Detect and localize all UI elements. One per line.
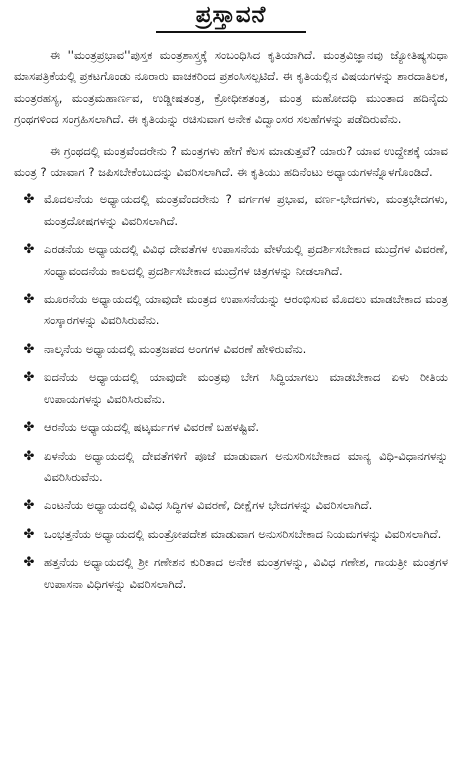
- flower-bullet-icon: ✤: [23, 370, 35, 386]
- document-page: [0, 2, 460, 769]
- list-item: [14, 446, 448, 489]
- list-item-text: ಮೊದಲನೆಯ ಅಧ್ಯಾಯದಲ್ಲಿ ಮಂತ್ರವೆಂದರೇನು ? ವರ್ಗಗಳ ಪ್ರಭಾವ, ವರ್ಣ-ಭೇದಗಳು, ಮಂತ್ರಭೇದಗಳು, ಮಂತ್ರದೋಷಗಳನ್ನು ವಿವರಿಸಲಾಗಿದೆ.: [44, 192, 448, 228]
- list-item: [14, 239, 448, 282]
- list-item-text: ಒಂಭತ್ತನೆಯ ಅಧ್ಯಾಯದಲ್ಲಿ ಮಂತ್ರೋಪದೇಶ ಮಾಡುವಾಗ ಅನುಸರಿಸಬೇಕಾದ ನಿಯಮಗಳನ್ನು ವಿವರಿಸಲಾಗಿದೆ.: [44, 526, 442, 541]
- list-item: [14, 552, 448, 595]
- list-item: [14, 367, 448, 410]
- flower-bullet-icon: ✤: [23, 192, 35, 208]
- list-item: [14, 495, 448, 516]
- flower-bullet-icon: ✤: [23, 341, 35, 357]
- flower-bullet-icon: ✤: [23, 526, 35, 542]
- list-item-text: ಎರಡನೆಯ ಅಧ್ಯಾಯದಲ್ಲಿ ವಿವಿಧ ದೇವತೆಗಳ ಉಪಾಸನೆಯ ವೇಳೆಯಲ್ಲಿ ಪ್ರದರ್ಶಿಸಬೇಕಾದ ಮುದ್ರೆಗಳ ವಿವರಣೆ, ಸಂಧ್ಯಾವಂದನೆಯ ಕಾಲದಲ್ಲಿ ಪ್ರದರ್ಶಿಸಬೇಕಾದ ಮುದ್ರೆಗಳ ಚಿತ್ರಗಳನ್ನು ನೀಡಲಾಗಿದೆ.: [44, 242, 448, 278]
- flower-bullet-icon: ✤: [23, 420, 35, 436]
- list-item: [14, 189, 448, 232]
- list-item-text: ನಾಲ್ಕನೆಯ ಅಧ್ಯಾಯದಲ್ಲಿ ಮಂತ್ರಜಪದ ಅಂಗಗಳ ವಿವರಣೆ ಹೇಳಿರುವೆನು.: [44, 341, 307, 356]
- flower-bullet-icon: ✤: [23, 242, 35, 258]
- flower-bullet-icon: ✤: [23, 555, 35, 571]
- contents-paragraph: ಈ ಗ್ರಂಥದಲ್ಲಿ ಮಂತ್ರವೆಂದರೇನು ? ಮಂತ್ರಗಳು ಹೇಗೆ ಕೆಲಸ ಮಾಡುತ್ತವೆ? ಯಾರು? ಯಾವ ಉದ್ದೇಶಕ್ಕೆ ಯಾವ ಮಂತ್ರ ? ಯಾವಾಗ ? ಜಪಿಸಬೇಕೆಂಬುದನ್ನು ವಿವರಿಸಲಾಗಿದೆ. ಈ ಕೃತಿಯು ಹದಿನೆಂಟು ಅಧ್ಯಾಯಗಳನ್ನೊಳಗೊಂಡಿದೆ.: [14, 143, 448, 180]
- intro-paragraph: ಈ ''ಮಂತ್ರಪ್ರಭಾವ''ಪುಸ್ತಕ ಮಂತ್ರಶಾಸ್ತ್ರಕ್ಕೆ ಸಂಬಂಧಿಸಿದ ಕೃತಿಯಾಗಿದೆ. ಮಂತ್ರವಿಜ್ಞಾನವು ಜ್ಯೋತಿಷ್ಯಸುಧಾ ಮಾಸಪತ್ರಿಕೆಯಲ್ಲಿ ಪ್ರಕಟಗೊಂಡು ನೂರಾರು ವಾಚಕರಿಂದ ಪ್ರಶಂಸಿಸಲ್ಪಟಿದೆ. ಈ ಕೃತಿಯಲ್ಲಿನ ವಿಷಯಗಳನ್ನು ಶಾರದಾತಿಲಕ, ಮಂತ್ರರಹಸ್ಯ, ಮಂತ್ರಮಹಾರ್ಣವ, ಉಡ್ಡೀಷತಂತ್ರ, ಕ್ರೋಧೀಶತಂತ್ರ, ಮಂತ್ರ ಮಹೋದಧಿ ಮುಂತಾದ ಹದಿನೈದು ಗ್ರಂಥಗಳಿಂದ ಸಂಗ್ರಹಿಸಲಾಗಿದೆ. ಈ ಕೃತಿಯನ್ನು ರಚಿಸುವಾಗ ಅನೇಕ ವಿದ್ವಾಂಸರ ಸಲಹೆಗಳನ್ನು ಪಡೆದಿರುವೆನು.: [14, 48, 448, 127]
- list-item-text: ಹತ್ತನೆಯ ಅಧ್ಯಾಯದಲ್ಲಿ ಶ್ರೀ ಗಣೇಶನ ಕುರಿತಾದ ಅನೇಕ ಮಂತ್ರಗಳನ್ನು, ವಿವಿಧ ಗಣೇಶ, ಗಾಯತ್ರೀ ಮಂತ್ರಗಳ ಉಪಾಸನಾ ವಿಧಿಗಳನ್ನು ವಿವರಿಸಲಾಗಿದೆ.: [44, 555, 448, 591]
- flower-bullet-icon: ✤: [23, 498, 35, 514]
- list-item: [14, 417, 448, 438]
- list-item: [14, 289, 448, 332]
- flower-bullet-icon: ✤: [23, 448, 35, 464]
- list-item: [14, 339, 448, 360]
- chapter-list: [14, 189, 448, 595]
- list-item-text: ಎಂಟನೆಯ ಅಧ್ಯಾಯದಲ್ಲಿ ವಿವಿಧ ಸಿದ್ಧಿಗಳ ವಿವರಣೆ, ದೀಕ್ಷೆಗಳ ಭೇದಗಳನ್ನು ವಿವರಿಸಲಾಗಿದೆ.: [44, 498, 373, 513]
- list-item: [14, 524, 448, 545]
- title-underline: [156, 31, 306, 33]
- list-item-text: ಆರನೆಯ ಅಧ್ಯಾಯದಲ್ಲಿ ಷಟ್ಕರ್ಮಗಳ ವಿವರಣೆ ಬಹಳಷ್ಟಿವೆ.: [44, 420, 260, 435]
- list-item-text: ಮೂರನೆಯ ಅಧ್ಯಾಯದಲ್ಲಿ ಯಾವುದೇ ಮಂತ್ರದ ಉಪಾಸನೆಯನ್ನು ಆರಂಭಿಸುವ ಮೊದಲು ಮಾಡಬೇಕಾದ ಮಂತ್ರ ಸಂಸ್ಕಾರಗಳನ್ನು ವಿವರಿಸಿರುವೆನು.: [44, 292, 448, 328]
- flower-bullet-icon: ✤: [23, 292, 35, 308]
- page-title: ಪ್ರಸ್ತಾವನೆ: [195, 2, 267, 28]
- list-item-text: ಐದನೆಯ ಅಧ್ಯಾಯದಲ್ಲಿ ಯಾವುದೇ ಮಂತ್ರವು ಬೇಗ ಸಿದ್ಧಿಯಾಗಲು ಮಾಡಬೇಕಾದ ಏಳು ರೀತಿಯ ಉಪಾಯಗಳನ್ನು ವಿವರಿಸಿರುವೆನು.: [44, 370, 448, 406]
- list-item-text: ಏಳನೆಯ ಅಧ್ಯಾಯದಲ್ಲಿ ದೇವತೆಗಳಿಗೆ ಪೂಜೆ ಮಾಡುವಾಗ ಅನುಸರಿಸಬೇಕಾದ ಮಾನ್ಯ ವಿಧಿ-ವಿಧಾನಗಳನ್ನು ವಿವರಿಸಿರುವೆನು.: [44, 448, 448, 484]
